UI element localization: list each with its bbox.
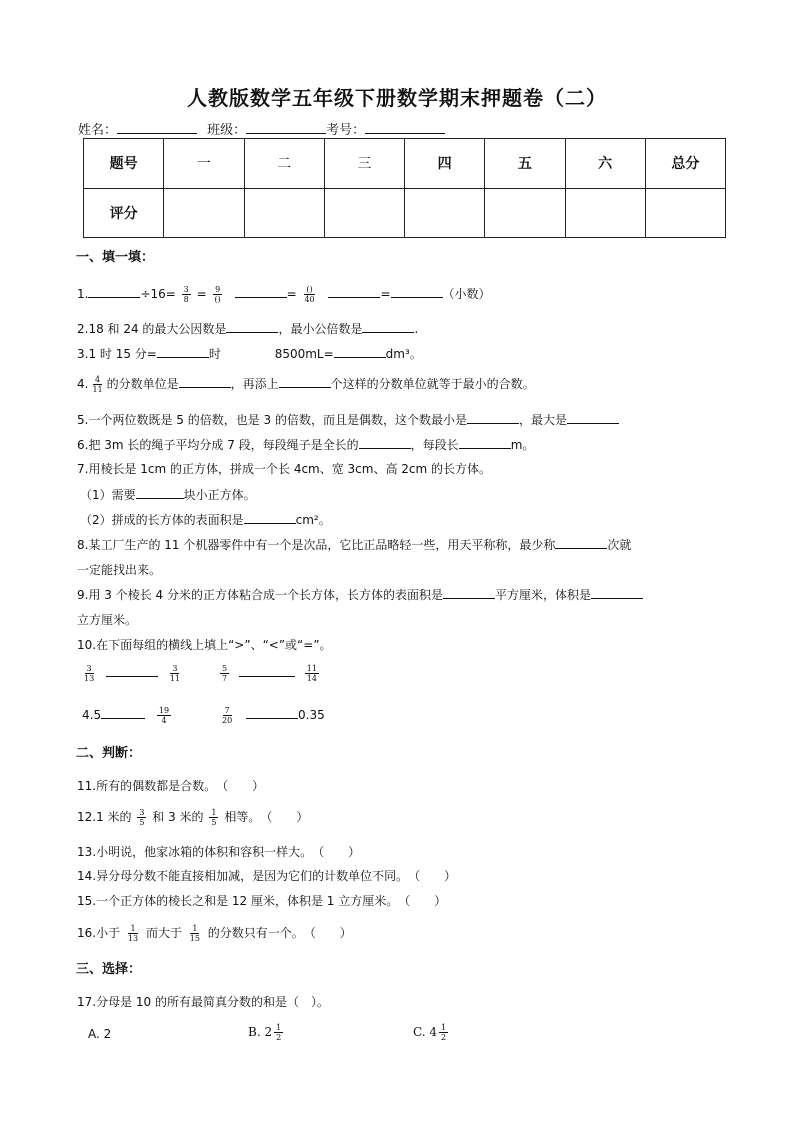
- q3-text: 时: [208, 347, 221, 361]
- q12-text: 相等。 （ ）: [224, 810, 309, 824]
- q1-text: ÷16=: [140, 287, 176, 301]
- fraction: $\frac{7}{20}$: [222, 706, 233, 725]
- question-1: [77, 285, 491, 304]
- q12-text: 12.1 米的: [77, 810, 132, 824]
- q12-text: 和 3 米的: [152, 810, 204, 824]
- answer-blank[interactable]: [157, 346, 209, 358]
- q7-text: （1）需要: [80, 488, 136, 502]
- exam-no-label: 考号：: [326, 123, 366, 138]
- answer-blank[interactable]: [359, 437, 411, 449]
- q4-text: 个这样的分数单位就等于最小的合数。: [330, 377, 535, 391]
- option-label: B. 2: [248, 1025, 273, 1039]
- question-11: 11.所有的偶数都是合数。 （ ）: [77, 779, 265, 793]
- question-9-cont: 立方厘米。: [77, 613, 138, 627]
- answer-blank[interactable]: [591, 587, 643, 599]
- fraction: $\frac{3}{8}$: [183, 285, 189, 304]
- fraction: $\frac{1}{2}$: [276, 1023, 282, 1042]
- question-10: 10.在下面每组的横线上填上“>”、“<”或“=”。: [77, 638, 332, 652]
- question-13: 13.小明说，他家冰箱的体积和容积一样大。 （ ）: [77, 845, 361, 859]
- fraction: $\frac{()}{40}$: [304, 285, 315, 304]
- answer-blank[interactable]: [179, 376, 231, 388]
- question-3: [77, 345, 422, 362]
- q1-number: 1.: [77, 287, 89, 301]
- question-16: [77, 924, 352, 943]
- score-header-cell: 五: [485, 139, 565, 189]
- question-8-cont: 一定能找出来。: [77, 563, 162, 577]
- score-header-cell: 六: [565, 139, 645, 189]
- fraction: $\frac{19}{4}$: [158, 706, 170, 725]
- score-cell[interactable]: [405, 188, 485, 238]
- question-8: [77, 536, 631, 553]
- fraction: $\frac{3}{5}$: [139, 808, 145, 827]
- question-7-part-1: [80, 486, 256, 503]
- q4-text: 的分数单位是: [106, 377, 179, 391]
- section-heading-fill: 一、填一填：: [76, 250, 155, 265]
- compare-pair-1: [80, 664, 184, 683]
- answer-blank[interactable]: [391, 286, 443, 298]
- question-6: [77, 436, 534, 453]
- q5-text: ，最大是: [518, 413, 567, 427]
- fraction: $\frac{5}{7}$: [222, 664, 228, 683]
- fraction: $\frac{11}{14}$: [306, 664, 317, 683]
- question-7: 7.用棱长是 1cm 的正方体，拼成一个长 4cm、宽 3cm、高 2cm 的长方体。: [77, 462, 492, 476]
- q3-text: 8500mL=: [274, 347, 334, 361]
- question-17: 17.分母是 10 的所有最简真分数的和是（ ）。: [77, 995, 329, 1009]
- name-label: 姓名：: [78, 123, 118, 138]
- q2-text: ，最小公倍数是: [278, 322, 363, 336]
- fraction: $\frac{1}{2}$: [441, 1023, 447, 1042]
- score-row-label: 评分: [84, 188, 164, 238]
- compare-pair-4: [218, 706, 325, 725]
- compare-pair-2: [218, 664, 321, 683]
- fraction: $\frac{3}{13}$: [84, 664, 95, 683]
- q7-text: 块小正方体。: [183, 488, 256, 502]
- question-14: 14.异分母分数不能直接相加减，是因为它们的计数单位不同。 （ ）: [77, 869, 457, 883]
- answer-blank[interactable]: [459, 437, 511, 449]
- q2-text: 2.18 和 24 的最大公因数是: [77, 322, 227, 336]
- fraction: $\frac{9}{()}$: [214, 285, 221, 304]
- compare-value: 0.35: [298, 708, 325, 722]
- student-info-line: [78, 119, 445, 138]
- score-header-cell: 题号: [84, 139, 164, 189]
- answer-blank[interactable]: [244, 512, 296, 524]
- q6-text: 6.把 3m 长的绳子平均分成 7 段，每段绳子是全长的: [77, 438, 359, 452]
- question-15: 15.一个正方体的棱长之和是 12 厘米，体积是 1 立方厘米。 （ ）: [77, 894, 447, 908]
- q9-text: 9.用 3 个棱长 4 分米的正方体粘合成一个长方体，长方体的表面积是: [77, 588, 443, 602]
- question-2: [77, 320, 418, 337]
- score-cell[interactable]: [565, 188, 645, 238]
- compare-value: 4.5: [82, 708, 102, 722]
- score-cell[interactable]: [244, 188, 324, 238]
- q8-text: 次就: [607, 538, 632, 552]
- q16-text: 的分数只有一个。 （ ）: [207, 926, 352, 940]
- answer-blank[interactable]: [88, 286, 140, 298]
- section-heading-choice: 三、选择：: [76, 962, 142, 977]
- class-label: 班级：: [207, 123, 247, 138]
- score-cell[interactable]: [324, 188, 404, 238]
- answer-blank[interactable]: [362, 321, 414, 333]
- score-cell[interactable]: [645, 188, 725, 238]
- score-cell[interactable]: [164, 188, 244, 238]
- q6-text: m。: [510, 438, 535, 452]
- q16-text: 而大于: [145, 926, 182, 940]
- compare-blank[interactable]: [239, 665, 295, 677]
- answer-blank[interactable]: [443, 587, 495, 599]
- class-blank[interactable]: [246, 121, 326, 134]
- section-heading-judge: 二、判断：: [76, 746, 142, 761]
- question-12: [77, 808, 308, 827]
- compare-blank[interactable]: [106, 665, 158, 677]
- option-label: C. 4: [413, 1025, 438, 1039]
- choice-option-c[interactable]: [413, 1023, 450, 1042]
- fraction: $\frac{1}{15}$: [189, 924, 200, 943]
- answer-blank[interactable]: [334, 346, 386, 358]
- score-header-cell: 一: [164, 139, 244, 189]
- q8-text: 8.某工厂生产的 11 个机器零件中有一个是次品，它比正品略轻一些，用天平称称，最少称: [77, 538, 556, 552]
- q9-text: 平方厘米，体积是: [494, 588, 591, 602]
- q4-number: 4.: [77, 377, 89, 391]
- compare-blank[interactable]: [246, 707, 298, 719]
- question-4: [77, 375, 535, 394]
- fraction: $\frac{1}{13}$: [127, 924, 139, 943]
- question-7-part-2: [80, 511, 331, 528]
- score-header-cell: 二: [244, 139, 324, 189]
- q1-eq: =: [196, 287, 207, 301]
- question-5: [77, 411, 619, 428]
- q7-text: （2）拼成的长方体的表面积是: [80, 513, 244, 527]
- answer-blank[interactable]: [328, 286, 380, 298]
- choice-option-a[interactable]: A. 2: [88, 1027, 112, 1041]
- q16-text: 16.小于: [77, 926, 121, 940]
- page-title: 人教版数学五年级下册数学期末押题卷（二）: [187, 86, 607, 110]
- fraction: $\frac{4}{11}$: [92, 375, 103, 394]
- q4-text: ，再添上: [230, 377, 279, 391]
- score-value-row: [84, 188, 726, 238]
- answer-blank[interactable]: [279, 376, 331, 388]
- q5-text: 5.一个两位数既是 5 的倍数，也是 3 的倍数，而且是偶数，这个数最小是: [77, 413, 467, 427]
- compare-pair-3: [82, 706, 173, 725]
- q1-eq: =: [380, 287, 391, 301]
- answer-blank[interactable]: [226, 321, 278, 333]
- q2-text: .: [414, 322, 419, 336]
- score-table: [83, 138, 726, 238]
- q6-text: ，每段长: [410, 438, 459, 452]
- question-9: [77, 586, 643, 603]
- score-header-cell: 总分: [645, 139, 725, 189]
- q7-text: cm²。: [295, 513, 331, 527]
- score-header-cell: 三: [324, 139, 404, 189]
- q1-eq: =: [286, 287, 297, 301]
- answer-blank[interactable]: [235, 286, 287, 298]
- q3-text: dm³。: [385, 347, 422, 361]
- q1-tail: （小数）: [442, 287, 491, 301]
- compare-blank[interactable]: [101, 707, 145, 719]
- fraction: $\frac{1}{5}$: [211, 808, 217, 827]
- score-cell[interactable]: [485, 188, 565, 238]
- exam-no-blank[interactable]: [365, 121, 445, 134]
- choice-option-b[interactable]: [248, 1023, 285, 1042]
- fraction: $\frac{3}{11}$: [169, 664, 181, 683]
- answer-blank[interactable]: [136, 487, 184, 499]
- name-blank[interactable]: [117, 121, 197, 134]
- answer-blank[interactable]: [467, 412, 519, 424]
- q3-text: 3.1 时 15 分=: [77, 347, 157, 361]
- answer-blank[interactable]: [567, 412, 619, 424]
- score-header-cell: 四: [405, 139, 485, 189]
- score-header-row: [84, 139, 726, 189]
- answer-blank[interactable]: [555, 537, 607, 549]
